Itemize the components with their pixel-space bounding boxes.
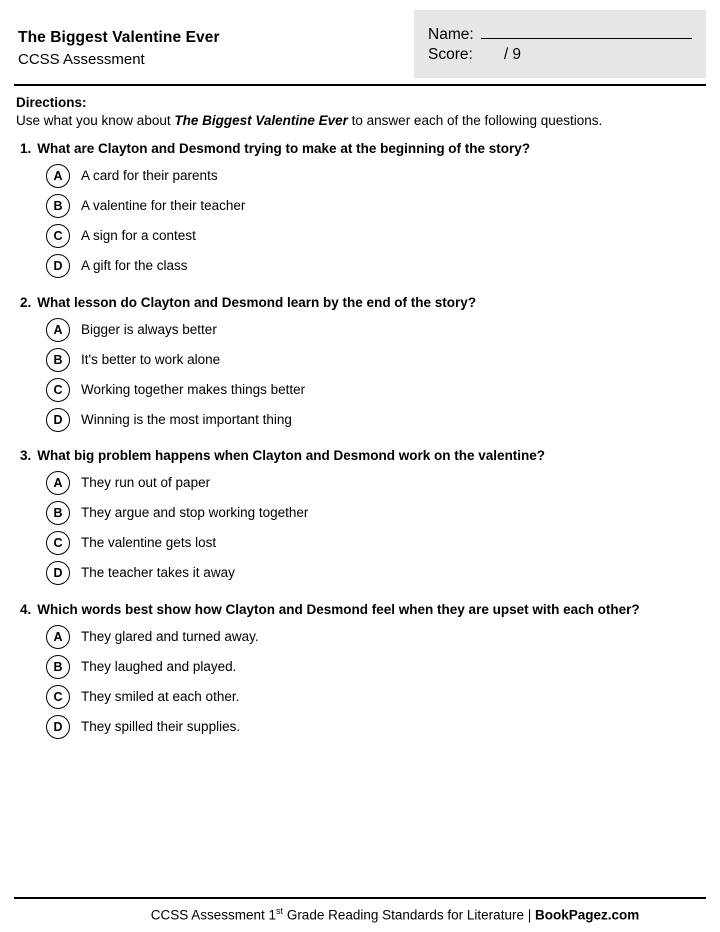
choice-bubble-a[interactable]: A [46,471,70,495]
choice-label: They argue and stop working together [81,505,309,521]
choices-list [20,316,702,433]
title-block [14,10,414,78]
choice-bubble-c[interactable]: C [46,378,70,402]
choice-label: Winning is the most important thing [81,411,292,427]
question-text-row [20,294,702,312]
choice-option[interactable] [46,223,702,250]
choice-bubble-c[interactable]: C [46,685,70,709]
choice-option[interactable] [46,376,702,403]
question-number: 4. [20,601,32,617]
question-number: 3. [20,448,32,464]
choice-label: The valentine gets lost [81,535,217,551]
choice-label: A valentine for their teacher [81,198,246,214]
question-item [20,140,702,280]
choice-option[interactable] [46,560,702,587]
choice-label: They laughed and played. [81,658,237,674]
choice-option[interactable] [46,683,702,710]
choice-label: They glared and turned away. [81,628,259,644]
page-subtitle: CCSS Assessment [18,50,145,68]
questions-list [0,130,720,740]
score-label: Score: [428,46,473,63]
choice-label: A sign for a contest [81,228,196,244]
choice-label: It's better to work alone [81,351,221,367]
score-value: / 9 [503,46,522,63]
choice-bubble-a[interactable]: A [46,625,70,649]
directions-section [0,86,720,130]
name-score-box [414,10,706,78]
choice-bubble-b[interactable]: B [46,655,70,679]
choice-label: Bigger is always better [81,321,217,337]
choice-bubble-b[interactable]: B [46,194,70,218]
choice-option[interactable] [46,470,702,497]
question-item [20,601,702,741]
choice-bubble-c[interactable]: C [46,224,70,248]
choices-list [20,623,702,740]
footer-divider [14,897,706,899]
choice-option[interactable] [46,193,702,220]
choice-option[interactable] [46,530,702,557]
choice-bubble-b[interactable]: B [46,348,70,372]
choice-label: They spilled their supplies. [81,718,241,734]
directions-book-title: The Biggest Valentine Ever [174,113,348,128]
question-prompt: What lesson do Clayton and Desmond learn by the end of the story? [37,294,477,310]
directions-text-after: to answer each of the following questions. [347,113,603,128]
choice-option[interactable] [46,623,702,650]
question-text-row [20,601,702,619]
footer-text [14,906,706,923]
choice-option[interactable] [46,653,702,680]
choice-option[interactable] [46,346,702,373]
question-prompt: Which words best show how Clayton and Desmond feel when they are upset with each other? [37,601,640,617]
question-number: 1. [20,141,32,157]
page-footer [0,897,720,932]
question-prompt: What big problem happens when Clayton and Desmond work on the valentine? [37,448,546,464]
choice-label: A gift for the class [81,258,188,274]
choice-label: They run out of paper [81,475,211,491]
choice-option[interactable] [46,406,702,433]
choice-option[interactable] [46,316,702,343]
score-row [428,46,692,64]
choice-bubble-d[interactable]: D [46,561,70,585]
choice-option[interactable] [46,163,702,190]
page-title: The Biggest Valentine Ever [18,29,220,46]
choice-option[interactable] [46,500,702,527]
choice-bubble-a[interactable]: A [46,164,70,188]
choices-list [20,470,702,587]
page-header [0,0,720,78]
footer-superscript: st [276,905,284,916]
choice-label: Working together makes things better [81,381,306,397]
name-row [428,24,692,44]
choice-bubble-b[interactable]: B [46,501,70,525]
choice-label: A card for their parents [81,168,218,184]
choice-option[interactable] [46,253,702,280]
choice-label: The teacher takes it away [81,565,235,581]
choice-bubble-d[interactable]: D [46,715,70,739]
footer-main: CCSS Assessment 1 [150,907,277,922]
question-item [20,294,702,434]
choice-label: They smiled at each other. [81,688,240,704]
question-item [20,447,702,587]
name-label: Name: [428,26,474,43]
choice-bubble-d[interactable]: D [46,408,70,432]
choices-list [20,163,702,280]
directions-heading: Directions: [16,95,87,110]
footer-brand: BookPagez.com [534,907,640,922]
directions-text-before: Use what you know about [16,113,175,128]
question-number: 2. [20,294,32,310]
directions-text [16,112,702,130]
question-prompt: What are Clayton and Desmond trying to make at the beginning of the story? [37,141,531,157]
choice-option[interactable] [46,713,702,740]
choice-bubble-a[interactable]: A [46,318,70,342]
question-text-row [20,447,702,465]
footer-rest: Grade Reading Standards for Literature | [283,907,535,922]
name-input-line[interactable] [481,24,692,39]
choice-bubble-c[interactable]: C [46,531,70,555]
question-text-row [20,140,702,158]
choice-bubble-d[interactable]: D [46,254,70,278]
